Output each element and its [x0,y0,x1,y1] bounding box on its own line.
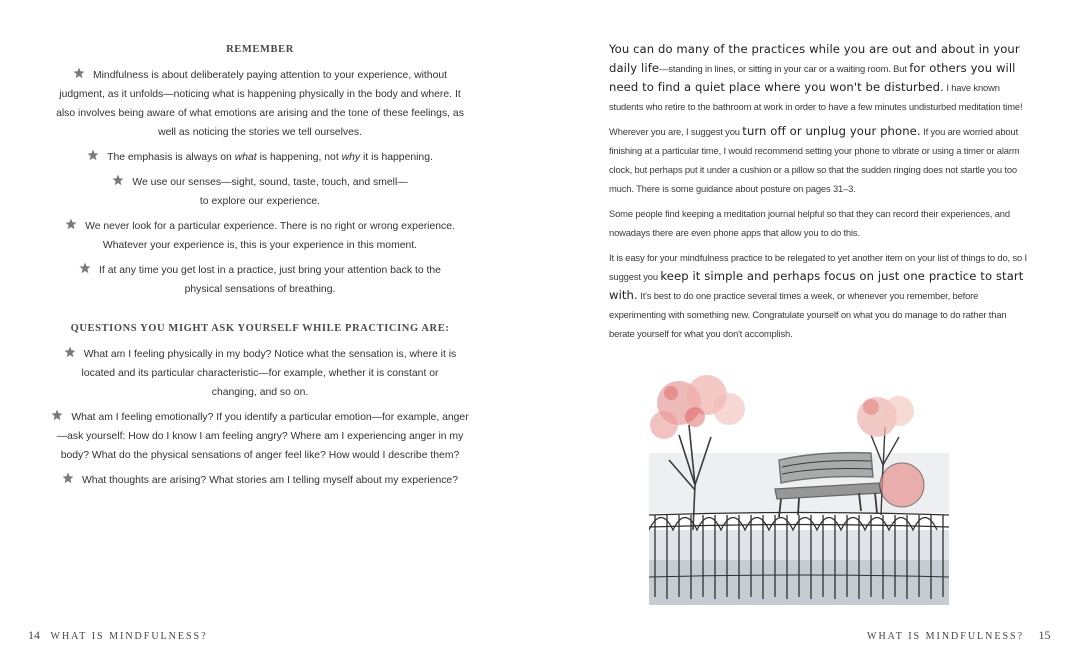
list-item [50,173,470,211]
blossom [863,399,879,415]
list-item-text: Mindfulness is about deliberately paying attention to your experience, without judgment, as it unfolds—noticing what is happening physically in the body and where. It also involves being aware of what emotions are arising and the tone of these feelings, as well as noticing the stories we tell ourselves. [56,70,464,138]
paragraph-text: —standing in lines, or sitting in your car or a waiting room. But [659,63,910,74]
list-item-text: What thoughts are arising? What stories am I telling myself about my experience? [82,475,458,486]
list-item-text: is happening, not [256,152,342,163]
remember-list [50,66,470,305]
running-head-left: WHAT IS MINDFULNESS? [50,631,208,642]
paragraph-text: If you are worried about finishing at a particular time, I would recommend setting your phone to vibrate or using a timer or alarm clock, but perhaps put it under a cushion or a pillow so that the sudden ringing does not startle you too much. There is some guidance about posture on pages 31–3. [609,126,1020,194]
round-bush [880,463,924,507]
paragraph-text: It's best to do one practice several times a week, or whenever you remember, before experimenting with something new. Congratulate yourself on what you do manage to do rather than berate yourself for what you don't accomplish. [609,290,1007,339]
handwritten-highlight: You can do many of the practices while you are out and about in your daily life [609,42,1020,75]
list-item-text: it is happening. [360,152,433,163]
paragraph-1 [609,40,1027,116]
paragraph-text: I have known students who retire to the bathroom at work in order to have a few minutes undisturbed meditation time! [609,82,1023,112]
right-page [539,0,1078,667]
handwritten-highlight: for others you will need to find a quiet place where you won't be disturbed. [609,61,1016,94]
blossom [713,393,745,425]
star-bullet-icon [51,409,63,421]
paragraph-2 [609,122,1027,198]
questions-heading: QUESTIONS YOU MIGHT ASK YOURSELF WHILE PRACTICING ARE: [70,323,450,334]
running-head-right: WHAT IS MINDFULNESS? [867,631,1025,642]
star-bullet-icon [73,67,85,79]
list-item-text: We never look for a particular experience. There is no right or wrong experience. Whatever your experience is, this is your experience in this moment. [85,221,455,251]
right-body [609,40,1027,349]
blossom [884,396,914,426]
blossom [650,411,678,439]
star-bullet-icon [87,149,99,161]
left-footer [28,628,208,643]
page-number-right: 15 [1038,628,1051,642]
list-item-text: What am I feeling emotionally? If you identify a particular emotion—for example, anger—ask yourself: How do I know I am feeling angry? Where am I experiencing anger in my body? What do the physical sensations of anger feel like? How would I describe them? [56,412,469,461]
list-item-text: What am I feeling physically in my body? Notice what the sensation is, where it is located and its particular characteristic—for example, whether it is constant or changing, and so on. [81,349,457,398]
star-bullet-icon [64,346,76,358]
list-item [50,66,470,142]
emphasis-what: what [234,152,257,163]
list-item-text: We use our senses—sight, sound, taste, touch, and smell—to explore our experience. [132,177,408,207]
star-bullet-icon [112,174,124,186]
handwritten-highlight: keep it simple and perhaps focus on just one practice to start with. [609,269,1024,302]
blossom [685,407,705,427]
star-bullet-icon [79,262,91,274]
handwritten-highlight: turn off or unplug your phone. [742,124,921,138]
paragraph-text: Some people find keeping a meditation journal helpful so that they can record their experiences, and nowadays there are even phone apps that allow you to do this. [609,208,1010,238]
star-bullet-icon [62,472,74,484]
list-item [50,345,470,402]
page-number-left: 14 [28,628,40,642]
list-item [50,408,470,465]
list-item [50,217,470,255]
right-footer [867,628,1051,643]
remember-heading: REMEMBER [226,44,294,55]
blossom [664,386,678,400]
railing-arches [649,518,937,531]
list-item [50,471,470,490]
questions-list [50,345,470,496]
bench-trees-illustration [649,365,949,605]
list-item-text: If at any time you get lost in a practice, just bring your attention back to the physical sensations of breathing. [99,265,441,295]
paragraph-4 [609,248,1027,343]
emphasis-why: why [341,152,361,163]
paragraph-3 [609,204,1027,242]
list-item-text: The emphasis is always on [107,152,235,163]
paragraph-text: It is easy for your mindfulness practice to be relegated to yet another item on your list of things to do, so I suggest you [609,252,1027,282]
star-bullet-icon [65,218,77,230]
list-item [50,148,470,167]
paragraph-text: Wherever you are, I suggest you [609,126,743,137]
list-item [50,261,470,299]
